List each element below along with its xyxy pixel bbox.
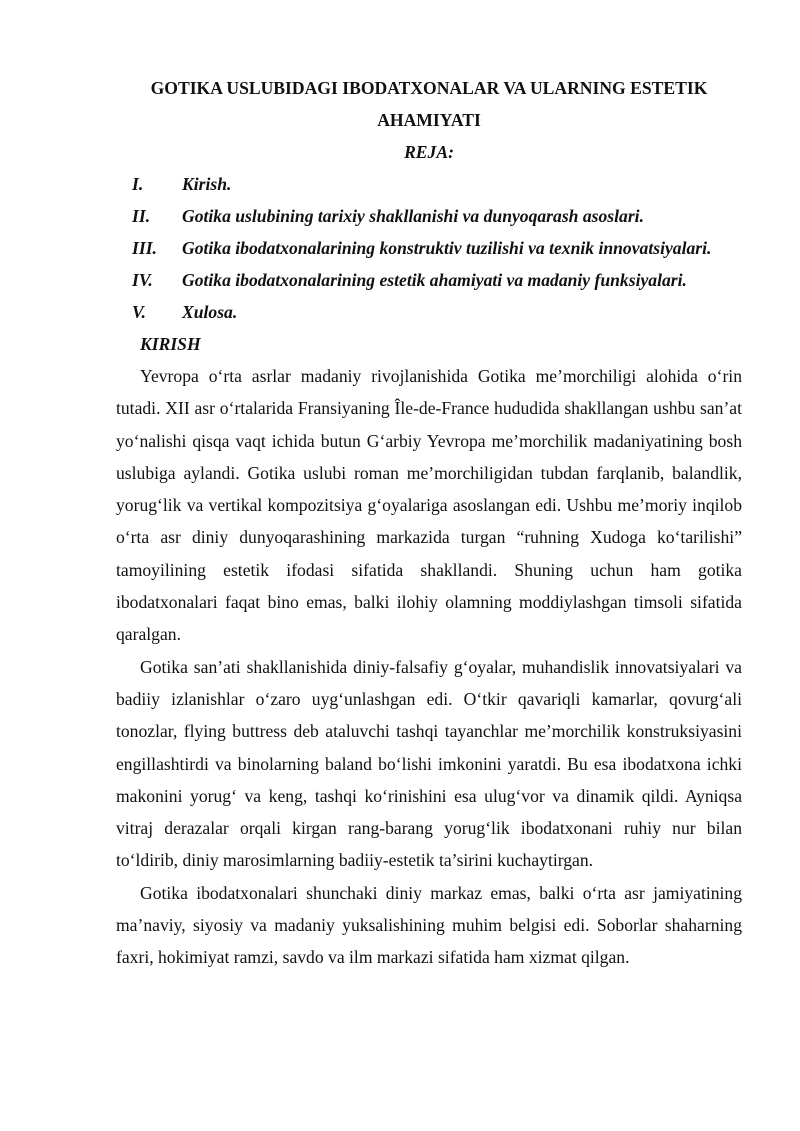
plan-list xyxy=(116,168,742,328)
plan-item-text: Gotika ibodatxonalarining konstruktiv tuzilishi va texnik innovatsiyalari. xyxy=(182,238,712,258)
body-paragraph: Gotika san’ati shakllanishida diniy-falsafiy g‘oyalar, muhandislik innovatsiyalari va badiiy izlanishlar o‘zaro uyg‘unlashgan edi. O‘tkir qavariqli kamarlar, qovurg‘ali tonozlar, flying buttress deb ataluvchi tashqi tayanchlar me’morchilik konstruksiyasini engillashtirdi va binolarning baland bo‘lishi imkonini yaratdi. Bu esa ibodatxona ichki makonini yorug‘ va keng, tashqi ko‘rinishini esa ulug‘vor va dinamik qildi. Ayniqsa vitraj derazalar orqali kirgan rang-barang yorug‘lik ibodatxonani ruhiy nur bilan to‘ldirib, diniy marosimlarning badiiy-estetik ta’sirini kuchaytirgan. xyxy=(116,656,742,871)
body-paragraph: Gotika ibodatxonalari shunchaki diniy markaz emas, balki o‘rta asr jamiyatining ma’naviy, siyosiy va madaniy yuksalishining muhim belgisi edi. Soborlar shaharning faxri, hokimiyat ramzi, savdo va ilm markazi sifatida ham xizmat qilgan. xyxy=(116,882,742,968)
plan-item xyxy=(116,200,742,232)
plan-item-number: III. xyxy=(132,238,157,258)
plan-item xyxy=(116,168,742,200)
plan-heading: REJA: xyxy=(404,142,454,162)
plan-item xyxy=(116,296,742,328)
document-title: GOTIKA USLUBIDAGI IBODATXONALAR VA ULARNING ESTETIK AHAMIYATI xyxy=(150,78,708,130)
plan-item-number: I. xyxy=(132,174,144,194)
plan-item-text: Gotika ibodatxonalarining estetik ahamiyati va madaniy funksiyalari. xyxy=(182,270,687,290)
plan-item-number: V. xyxy=(132,302,146,322)
plan-item-number: II. xyxy=(132,206,151,226)
body-paragraph: Yevropa o‘rta asrlar madaniy rivojlanishida Gotika me’morchiligi alohida o‘rin tutadi. XII asr o‘rtalarida Fransiyaning Île-de-France hududida shakllangan ushbu san’at yo‘nalishi qisqa vaqt ichida butun G‘arbiy Yevropa me’morchilik madaniyatining bosh uslubiga aylandi. Gotika uslubi roman me’morchiligidan tubdan farqlanib, balandlik, yorug‘lik va vertikal kompozitsiya g‘oyalariga asoslangan edi. Ushbu me’moriy inqilob o‘rta asr diniy dunyoqarashining markazida turgan “ruhning Xudoga ko‘tarilishi” tamoyilining estetik ifodasi sifatida shakllandi. Shuning uchun ham gotika ibodatxonalari faqat bino emas, balki ilohiy olamning moddiylashgan timsoli sifatida qaralgan. xyxy=(116,366,742,645)
plan-item xyxy=(116,232,742,264)
plan-item-text: Kirish. xyxy=(182,174,232,194)
plan-item xyxy=(116,264,742,296)
section-heading-kirish: KIRISH xyxy=(140,334,201,354)
plan-item-text: Gotika uslubining tarixiy shakllanishi va dunyoqarash asoslari. xyxy=(182,206,644,226)
plan-item-number: IV. xyxy=(132,270,153,290)
document-page xyxy=(116,72,742,974)
plan-item-text: Xulosa. xyxy=(182,302,238,322)
